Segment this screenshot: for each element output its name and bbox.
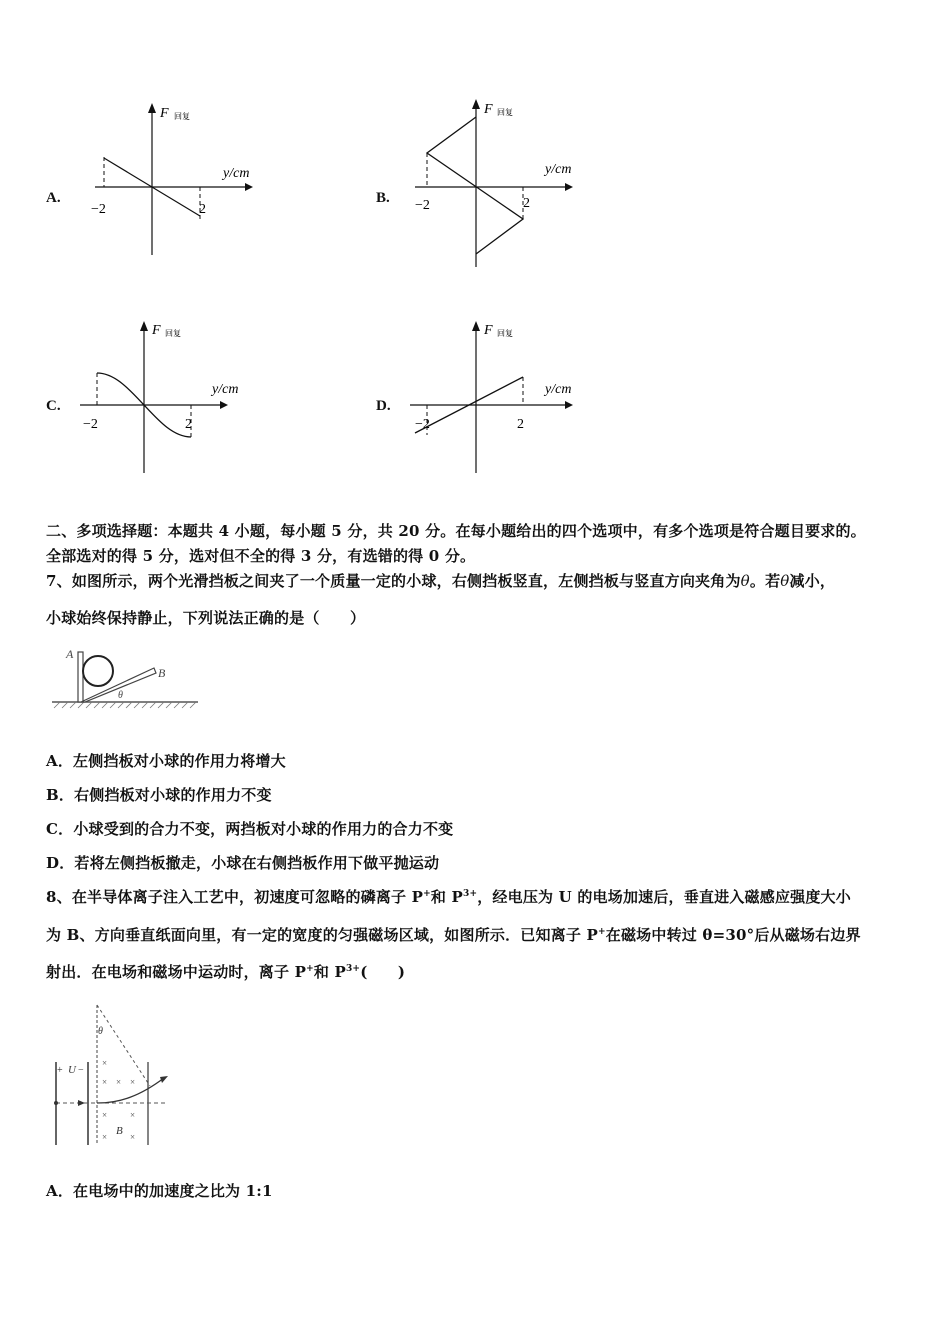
graph-d <box>405 315 585 480</box>
option-c-label: C. <box>46 398 61 414</box>
svg-text:×: × <box>130 1077 136 1087</box>
option-a-label: A. <box>46 190 61 206</box>
plus-sign: + <box>57 1065 63 1076</box>
label-a: A <box>66 647 74 661</box>
f-label: F <box>484 102 493 117</box>
x-axis-arrow <box>565 183 573 191</box>
x-axis-arrow <box>565 401 573 409</box>
entry-arrow <box>78 1100 85 1106</box>
minus-sign: − <box>78 1065 84 1076</box>
label-b: B <box>158 666 166 680</box>
y-unit: y/cm <box>212 382 239 397</box>
pos-tick: 2 <box>517 417 524 432</box>
radius-line <box>97 1005 150 1086</box>
f-label: F <box>484 323 493 338</box>
q7-figure <box>50 642 205 714</box>
y-axis-arrow <box>140 321 148 331</box>
f-label: F <box>152 323 161 338</box>
svg-text:×: × <box>130 1110 136 1120</box>
svg-text:×: × <box>102 1110 108 1120</box>
f-sub: 回复 <box>497 329 513 338</box>
q7-line1: 7、如图所示，两个光滑挡板之间夹了一个质量一定的小球，右侧挡板竖直，左侧挡板与竖直方向夹角为θ。若θ减小， <box>46 572 836 590</box>
section-title-line2: 全部选对的得 5 分，选对但不全的得 3 分，有选错的得 0 分。 <box>46 547 476 565</box>
label-b: B <box>116 1125 123 1137</box>
f-label: F <box>160 106 169 121</box>
label-u: U <box>68 1064 76 1076</box>
neg-tick: −2 <box>83 417 98 432</box>
svg-text:×: × <box>130 1132 136 1142</box>
option-b-label: B. <box>376 190 390 206</box>
curve <box>427 117 523 254</box>
board-a <box>78 652 83 702</box>
q7-option-a: A．左侧挡板对小球的作用力将增大 <box>46 752 286 770</box>
x-axis-arrow <box>245 183 253 191</box>
exit-arrow <box>160 1076 168 1083</box>
f-sub: 回复 <box>174 112 190 121</box>
neg-tick: −2 <box>91 202 106 217</box>
svg-text:×: × <box>102 1077 108 1087</box>
q8-line1: 8、在半导体离子注入工艺中，初速度可忽略的磷离子 P+和 $P^{3+}$，经电压为 U 的电场加速后，垂直进入磁感应强度大小 <box>46 888 851 906</box>
neg-tick: −2 <box>415 417 430 432</box>
q7-line2: 小球始终保持静止，下列说法正确的是（ ） <box>46 609 366 627</box>
y-axis-arrow <box>148 103 156 113</box>
source-dot <box>54 1101 58 1105</box>
label-theta: θ <box>98 1026 103 1037</box>
ground-hatch <box>54 702 196 708</box>
svg-text:×: × <box>102 1132 108 1142</box>
y-axis-arrow <box>472 99 480 109</box>
q7-theta-1: θ <box>740 572 750 590</box>
pos-tick: 2 <box>185 417 192 432</box>
neg-tick: −2 <box>415 198 430 213</box>
f-sub: 回复 <box>165 329 181 338</box>
x-axis-arrow <box>220 401 228 409</box>
f-sub: 回复 <box>497 108 513 117</box>
svg-text:×: × <box>116 1077 122 1087</box>
pos-tick: 2 <box>199 202 206 217</box>
svg-text:×: × <box>102 1058 108 1068</box>
label-theta: θ <box>118 690 123 701</box>
y-unit: y/cm <box>545 162 572 177</box>
graph-b <box>405 95 585 270</box>
y-axis-arrow <box>472 321 480 331</box>
q7-option-d: D．若将左侧挡板撤走，小球在右侧挡板作用下做平抛运动 <box>46 854 440 872</box>
graph-a <box>85 95 265 265</box>
section-title-line1: 二、多项选择题：本题共 4 小题，每小题 5 分，共 20 分。在每小题给出的四个选项中，有多个选项是符合题目要求的。 <box>46 522 866 540</box>
q8-line2: 为 B、方向垂直纸面向里，有一定的宽度的匀强磁场区域，如图所示．已知离子 P+在磁场中转过 θ=30°后从磁场右边界 <box>46 926 861 944</box>
option-d-label: D. <box>376 398 391 414</box>
graph-c <box>75 315 255 480</box>
q7-option-b: B．右侧挡板对小球的作用力不变 <box>46 786 272 804</box>
y-unit: y/cm <box>223 166 250 181</box>
ball <box>83 656 113 686</box>
q8-line3: 射出．在电场和磁场中运动时，离子 P+和 $P^{3+}$( ) <box>46 963 406 981</box>
y-unit: y/cm <box>545 382 572 397</box>
q7-theta-2: θ <box>780 572 790 590</box>
q7-option-c: C．小球受到的合力不变，两挡板对小球的作用力的合力不变 <box>46 820 454 838</box>
q8-option-a: A．在电场中的加速度之比为 1:1 <box>46 1182 273 1200</box>
q8-figure <box>48 1000 178 1152</box>
pos-tick: 2 <box>523 196 530 211</box>
